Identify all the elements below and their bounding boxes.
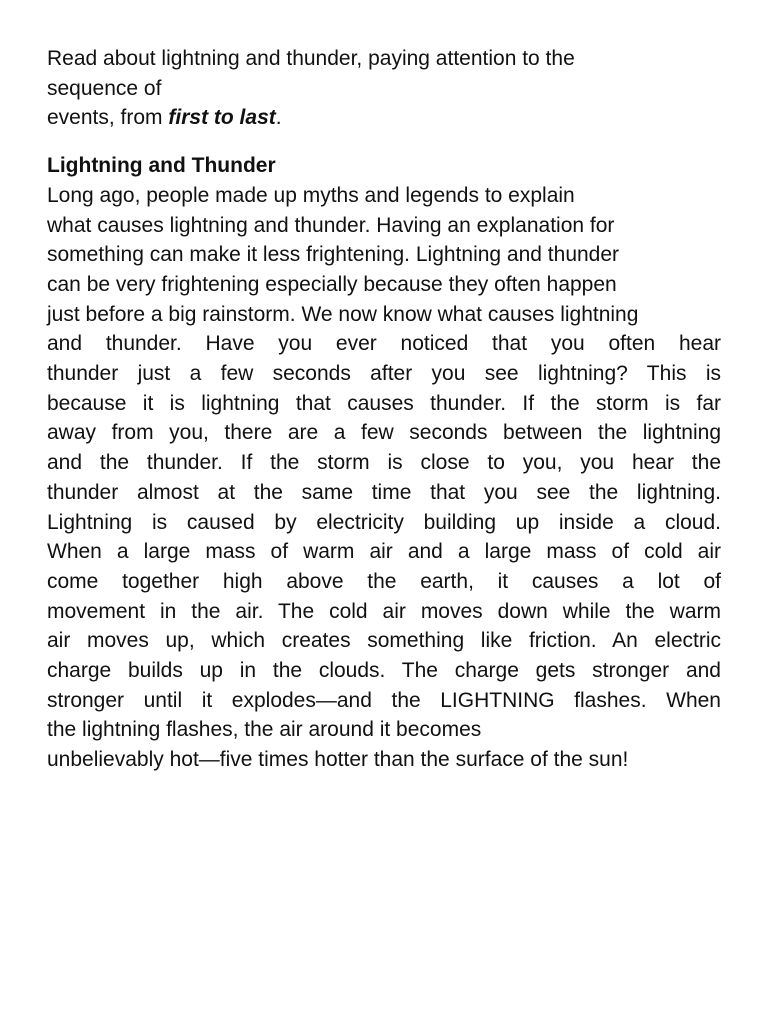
article-line: can be very frightening especially because they often happen [47,272,617,296]
instructions-emphasis: first to last [168,106,276,130]
instructions-line-1: Read about lightning and thunder, paying attention to the [47,47,575,70]
instructions-line-3-suffix: . [275,106,282,130]
article [47,151,721,775]
article-line: unbelievably hot—five times hotter than the surface of the sun! [47,748,629,772]
article-line: charge builds up in the clouds. The charge gets stronger and [47,659,721,683]
article-line: something can make it less frightening. Lightning and thunder [47,243,620,267]
article-line: away from you, there are a few seconds between the lightning [47,421,721,445]
instructions-line-2: sequence of [47,76,162,100]
article-line: and thunder. Have you ever noticed that you often hear [47,332,721,356]
article-line: thunder just a few seconds after you see lightning? This is [47,362,721,386]
document-page [47,44,721,775]
article-line: stronger until it explodes—and the LIGHTNING flashes. When [47,688,721,712]
instructions-line-3-prefix: events, from [47,106,169,130]
article-line: air moves up, which creates something like friction. An electric [47,629,721,653]
article-line: what causes lightning and thunder. Having an explanation for [47,213,615,237]
article-line: the lightning flashes, the air around it becomes [47,718,482,742]
article-line: because it is lightning that causes thunder. If the storm is far [47,391,721,415]
instructions-line-3 [47,103,721,133]
instructions [47,44,721,133]
article-line: When a large mass of warm air and a large mass of cold air [47,540,721,564]
article-line: Long ago, people made up myths and legends to explain [47,183,575,207]
paragraph-spacer [47,133,721,151]
article-title: Lightning and Thunder [47,154,276,178]
article-line: Lightning is caused by electricity building up inside a cloud. [47,510,721,534]
article-line: movement in the air. The cold air moves down while the warm [47,599,721,623]
article-line: come together high above the earth, it causes a lot of [47,569,721,593]
article-line: just before a big rainstorm. We now know what causes lightning [47,302,639,326]
article-line: thunder almost at the same time that you see the lightning. [47,480,721,504]
article-line: and the thunder. If the storm is close to you, you hear the [47,451,721,475]
